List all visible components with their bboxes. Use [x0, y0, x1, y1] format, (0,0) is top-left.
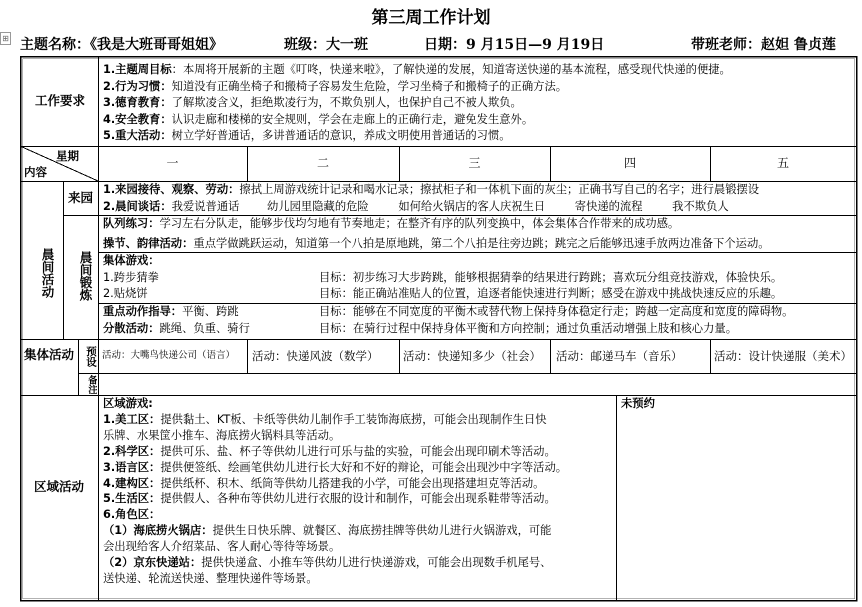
game-name: 1.跨步猜拳: [103, 270, 159, 284]
requirement-head: 5.重大活动：: [103, 129, 172, 142]
arrival-label: 来园: [67, 190, 93, 205]
area-line: [103, 428, 615, 444]
date-range: 9 月15日—9 月19日: [466, 37, 605, 53]
area-text: 提供假人、各种布等供幼儿进行衣服的设计和制作，可能会出现系鞋带等活动。: [160, 492, 556, 506]
theme-name: 《我是大班哥哥姐姐》: [90, 37, 223, 53]
drill-text: 重点学做跳跃运动，知道第一个八拍是原地跳，第二个八拍是往旁边跳；跳完之后能够迅速手放两边准备下个运动。: [193, 236, 770, 250]
area-line: [103, 539, 615, 555]
area-line: [103, 523, 615, 539]
arrival-content: [103, 182, 855, 215]
area-head: 5.生活区：: [103, 492, 161, 506]
morning-talk-item: 幼儿园里隐藏的危险: [267, 199, 369, 213]
area-line: [103, 571, 615, 587]
area-text: 提供纸杯、积木、纸筒等供幼儿搭建我的小学，可能会出现搭建坦克等活动。: [160, 476, 545, 490]
requirement-head: 3.德育教育：: [103, 96, 172, 109]
class-label: 班级：: [284, 37, 326, 53]
group-play-text: 跳绳、负重、骑行: [159, 321, 250, 335]
activity-monday: 活动：大嘴鸟快递公司（语言）: [102, 350, 236, 361]
focus-text: 平衡、跨跳: [182, 305, 239, 318]
group-games: [103, 253, 855, 303]
note-label: 备注: [86, 375, 97, 394]
activity-friday: 活动：设计快递服（美术）: [714, 349, 852, 363]
activity-tuesday: 活动：快递风波（数学）: [252, 349, 379, 363]
area-line: [103, 444, 615, 460]
weekday-header-label: 星期: [56, 149, 79, 163]
area-games-list: [103, 396, 615, 587]
area-head: 6.角色区：: [103, 508, 161, 522]
morning-activity-label: 晨间活动: [40, 248, 55, 298]
arrival-text: 擦拭上周游戏统计记录和喝水记录；擦拭柜子和一体机下面的灰尘；正确书写自己的名字；进行晨锻摆设: [239, 183, 760, 196]
area-line: [103, 507, 615, 523]
focus-content: [103, 304, 855, 337]
arrival-head: 1.来园接待、观察、劳动：: [103, 183, 240, 196]
requirement-head: 4.安全教育：: [103, 112, 172, 126]
game-name: 2.贴烧饼: [103, 287, 148, 300]
area-line: [103, 555, 615, 571]
class-name: 大一班: [326, 37, 368, 53]
area-activity-label: 区域活动: [34, 479, 84, 494]
work-requirements-list: [103, 62, 853, 145]
day-tuesday: 二: [316, 156, 329, 170]
group-games-head: 集体游戏：: [103, 254, 160, 267]
area-head: 4.建构区：: [103, 476, 161, 490]
plan-label: 预设: [85, 346, 97, 367]
area-text: 提供生日快乐牌、就餐区、海底捞挂牌等供幼儿进行火锅游戏，可能: [212, 524, 552, 538]
requirement-text: 了解欺凌含义，拒绝欺凌行为，不欺负别人，也保护自己不被人欺负。: [171, 96, 522, 109]
area-line: [103, 476, 615, 492]
arrival-line: [103, 182, 855, 199]
day-wednesday: 三: [468, 156, 481, 170]
requirement-item: [103, 112, 853, 129]
focus-row: [103, 304, 855, 321]
requirement-head: 2.行为习惯：: [103, 79, 172, 93]
requirement-item: [103, 62, 853, 79]
morning-talk-item: 如何给火锅店的客人庆祝生日: [398, 199, 546, 213]
morning-talk-head: 2.晨间谈话：: [103, 199, 172, 213]
area-text: 提供便签纸、绘画笔供幼儿进行长大好和不好的辩论，可能会出现沙中字等活动。: [160, 460, 568, 474]
requirement-text: 树立学好普通话，多讲普通话的意识，养成文明使用普通话的习惯。: [171, 129, 511, 142]
formation-text: 学习左右分队走，能够步伐均匀地有节奏地走；在整齐有序的队列变换中，体会集体合作带来的成功感。: [159, 217, 680, 230]
group-play-head: 分散活动：: [103, 321, 160, 335]
day-thursday: 四: [623, 156, 636, 170]
formation-head: 队列练习：: [103, 217, 160, 230]
game-row: [103, 270, 855, 287]
area-line: [103, 491, 615, 507]
area-text: 提供可乐、盐、杯子等供幼儿进行可乐与盐的实验，可能会出现印刷术等活动。: [160, 444, 556, 458]
area-line: [103, 412, 615, 428]
area-head: 2.科学区：: [103, 444, 161, 458]
requirement-item: [103, 128, 853, 145]
date-label: 日期：: [424, 37, 466, 53]
game-row: [103, 286, 855, 303]
teacher-label: 带班老师：: [691, 37, 761, 53]
area-head: 3.语言区：: [103, 460, 161, 474]
area-head: 1.美工区：: [103, 412, 161, 426]
requirement-text: 认识走廊和楼梯的安全规则，学会在走廊上的正确行走，避免发生意外。: [171, 112, 534, 126]
formation-content: [103, 216, 855, 252]
area-text: 送快递、轮流送快递、整理快递件等场景。: [103, 571, 318, 585]
work-requirements-label: 工作要求: [34, 93, 85, 108]
requirement-text: 知道没有正确坐椅子和搬椅子容易发生危险，学习坐椅子和搬椅子的正确方法。: [171, 79, 568, 93]
content-header-label: 内容: [24, 165, 47, 179]
activity-wednesday: 活动：快递知多少（社会）: [403, 349, 541, 363]
unbooked-label: 未预约: [621, 397, 655, 410]
group-play-row: [103, 321, 855, 338]
area-line: [103, 460, 615, 476]
area-text: 提供黏土、KT板、卡纸等供幼儿制作手工装饰海底捞，可能会出现制作生日快: [160, 412, 547, 426]
day-friday: 五: [776, 156, 789, 170]
formation-line: [103, 216, 855, 233]
requirement-item: [103, 79, 853, 96]
area-games-title: 区域游戏:: [103, 397, 153, 410]
requirement-text: ：本周将开展新的主题《叮咚，快递来啦》，了解快递的发展，知道寄送快递的基本流程，感受现代快递的便捷。: [171, 63, 731, 76]
page-title: 第三周工作计划: [371, 8, 491, 28]
focus-head: 重点动作指导：: [103, 305, 183, 318]
teacher-names: 赵妲 鲁贞莲: [761, 37, 836, 53]
area-head: （1）海底捞火锅店：: [103, 524, 213, 538]
requirement-head: 1.主题周目标: [103, 63, 172, 76]
area-text: 提供快递盒、小推车等供幼儿进行快递游戏，可能会出现数手机尾号、: [201, 556, 552, 570]
morning-talk-item: 我不欺负人: [672, 199, 729, 213]
drill-line: [103, 236, 855, 253]
focus-goal: 目标：能够在不同宽度的平衡木或替代物上保持身体稳定行走；跨越一定高度和宽度的障碍物。: [319, 305, 794, 318]
group-activity-label: 集体活动: [23, 347, 74, 362]
theme-label: 主题名称：: [20, 37, 90, 53]
table-move-handle-icon[interactable]: ⊞: [0, 32, 11, 45]
requirement-item: [103, 95, 853, 112]
morning-talk-item: 寄快递的流程: [574, 199, 643, 213]
area-head: （2）京东快递站：: [103, 556, 202, 570]
game-goal: 目标：初步练习大步跨跳，能够根据猜拳的结果进行跨跳；喜欢玩分组竞技游戏，体验快乐。: [319, 270, 783, 284]
day-monday: 一: [166, 156, 179, 170]
area-text: 乐牌、水果筐小推车、海底捞火锅料具等活动。: [103, 428, 341, 442]
area-text: 会出现给客人介绍菜品、客人耐心等待等场景。: [103, 540, 341, 554]
group-play-goal: 目标：在骑行过程中保持身体平衡和方向控制；通过负重活动增强上肢和核心力量。: [319, 321, 737, 335]
drill-head: 操节、韵律活动：: [103, 236, 194, 250]
activity-thursday: 活动：邮递马车（音乐）: [556, 349, 683, 363]
morning-talk-item: 我爱说普通话: [171, 199, 240, 213]
game-goal: 目标：能正确站准贴人的位置，追逐者能快速进行判断；感受在游戏中挑战快速反应的乐趣。: [319, 287, 783, 300]
morning-exercise-label: 晨间锻炼: [78, 251, 93, 301]
morning-talk-line: [103, 199, 855, 216]
